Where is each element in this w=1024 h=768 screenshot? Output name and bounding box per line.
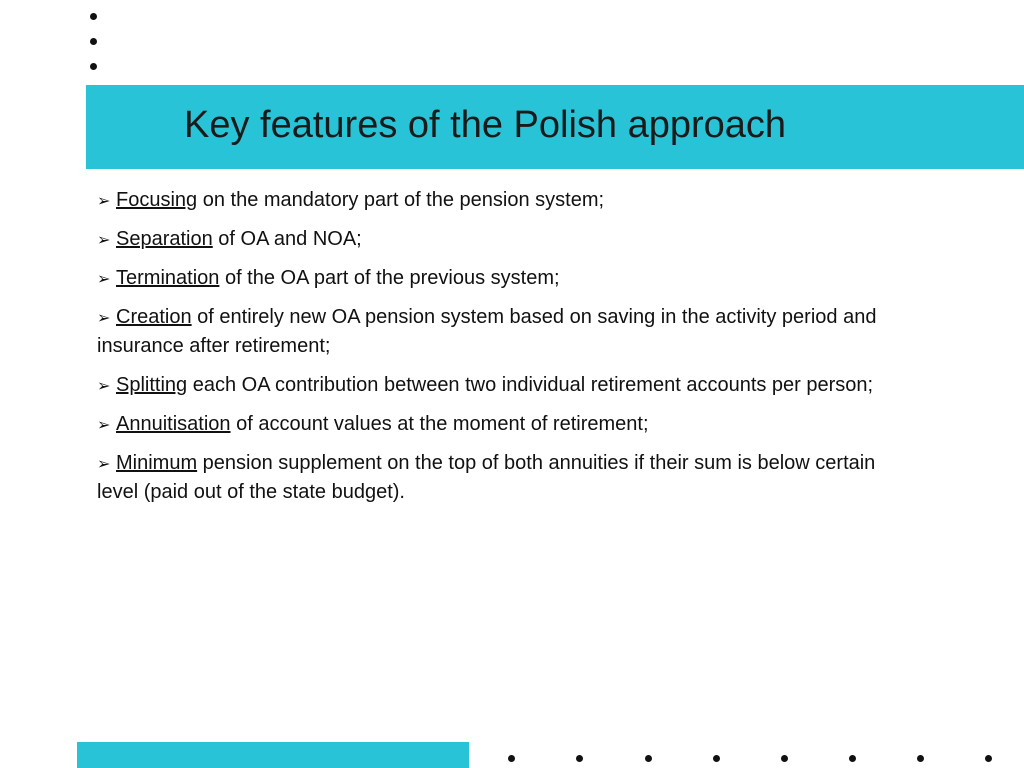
item-keyword: Separation xyxy=(116,228,213,250)
decorative-dot xyxy=(645,755,652,762)
item-keyword: Creation xyxy=(116,306,192,328)
bullet-list xyxy=(97,186,907,517)
slide-title: Key features of the Polish approach xyxy=(184,104,787,146)
list-item xyxy=(97,449,907,507)
arrow-bullet-icon: ➢ xyxy=(97,415,111,434)
item-keyword: Focusing xyxy=(116,189,198,211)
footer-bar xyxy=(77,742,469,768)
item-keyword: Annuitisation xyxy=(116,413,231,435)
arrow-bullet-icon: ➢ xyxy=(97,454,111,473)
item-keyword: Termination xyxy=(116,267,220,289)
list-item xyxy=(97,264,907,293)
decorative-dot xyxy=(90,63,97,70)
list-item xyxy=(97,410,907,439)
decorative-dot xyxy=(576,755,583,762)
list-item xyxy=(97,186,907,215)
item-text: on the mandatory part of the pension system; xyxy=(197,189,605,211)
item-text: each OA contribution between two individual retirement accounts per person; xyxy=(187,374,874,396)
item-text: of OA and NOA; xyxy=(212,228,362,250)
decorative-dot xyxy=(917,755,924,762)
arrow-bullet-icon: ➢ xyxy=(97,308,111,327)
list-item xyxy=(97,225,907,254)
decorative-dot xyxy=(713,755,720,762)
item-text: of account values at the moment of retirement; xyxy=(230,413,649,435)
arrow-bullet-icon: ➢ xyxy=(97,269,111,288)
decorative-dot xyxy=(90,13,97,20)
item-keyword: Minimum xyxy=(116,452,198,474)
list-item xyxy=(97,371,907,400)
item-keyword: Splitting xyxy=(116,374,188,396)
decorative-dot xyxy=(849,755,856,762)
item-text: of entirely new OA pension system based on saving in the activity period and insurance after retirement; xyxy=(97,306,877,357)
list-item xyxy=(97,303,907,361)
arrow-bullet-icon: ➢ xyxy=(97,230,111,249)
arrow-bullet-icon: ➢ xyxy=(97,376,111,395)
arrow-bullet-icon: ➢ xyxy=(97,191,111,210)
decorative-dot xyxy=(781,755,788,762)
decorative-dot xyxy=(90,38,97,45)
decorative-dot xyxy=(985,755,992,762)
item-text: of the OA part of the previous system; xyxy=(219,267,560,289)
item-text: pension supplement on the top of both annuities if their sum is below certain level (paid out of the state budget). xyxy=(97,452,876,503)
decorative-dot xyxy=(508,755,515,762)
